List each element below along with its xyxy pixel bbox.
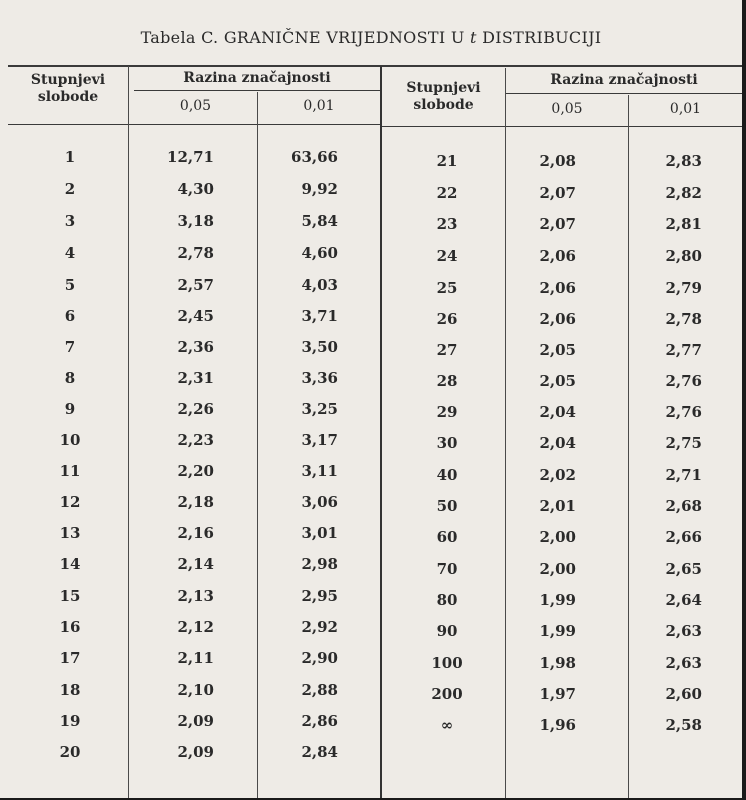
p01-cell: 2,81: [665, 215, 702, 233]
p01-cell: 3,36: [301, 369, 338, 387]
p01-cell: 2,86: [301, 712, 338, 730]
p01-cell: 2,79: [665, 279, 702, 297]
title-prefix: Tabela C. GRANIČNE VRIJEDNOSTI U: [140, 28, 465, 47]
p01-cell: 5,84: [301, 212, 338, 230]
df-cell: 3: [64, 212, 76, 230]
p05-cell: 2,09: [177, 743, 214, 761]
p01-cell: 2,71: [665, 466, 702, 484]
df-cell: 19: [59, 712, 81, 730]
df-cell: 30: [436, 434, 458, 452]
df-cell: 8: [64, 369, 76, 387]
p01-cell: 63,66: [291, 148, 338, 166]
p05-cell: 2,06: [539, 279, 576, 297]
col-divider-right-1: [505, 68, 506, 798]
p05-cell: 2,06: [539, 310, 576, 328]
p05-cell: 2,04: [539, 434, 576, 452]
df-cell: 6: [64, 307, 76, 325]
col-001-header-left: 0,01: [303, 98, 335, 114]
p01-cell: 3,01: [301, 524, 338, 542]
df-cell: 90: [436, 622, 458, 640]
df-cell: 60: [436, 528, 458, 546]
p05-cell: 1,96: [539, 716, 576, 734]
df-header-right-line2: slobode: [413, 97, 474, 113]
p01-cell: 2,77: [665, 341, 702, 359]
p05-cell: 2,20: [177, 462, 214, 480]
level-rule-left: [134, 90, 380, 91]
df-cell: 22: [436, 184, 458, 202]
df-cell: 20: [59, 743, 81, 761]
df-cell: 4: [64, 244, 76, 262]
p01-cell: 2,63: [665, 622, 702, 640]
header-rule-left: [8, 124, 380, 125]
df-header-left-line1: Stupnjevi: [30, 72, 106, 88]
p05-cell: 2,13: [177, 587, 214, 605]
p01-cell: 3,50: [301, 338, 338, 356]
p01-cell: 2,76: [665, 403, 702, 421]
p01-cell: 2,60: [665, 685, 702, 703]
p05-cell: 2,11: [177, 649, 214, 667]
df-header-left: [8, 72, 128, 106]
p01-cell: 2,88: [301, 681, 338, 699]
p01-cell: 4,60: [301, 244, 338, 262]
df-cell: 26: [436, 310, 458, 328]
p01-cell: 2,83: [665, 152, 702, 170]
p01-cell: 2,63: [665, 654, 702, 672]
df-cell: 12: [59, 493, 81, 511]
df-cell: 24: [436, 247, 458, 265]
title-italic-t: t: [470, 28, 477, 47]
p05-cell: 2,18: [177, 493, 214, 511]
p05-cell: 3,18: [177, 212, 214, 230]
p01-cell: 2,65: [665, 560, 702, 578]
p01-cell: 3,71: [301, 307, 338, 325]
p05-cell: 2,07: [539, 184, 576, 202]
col-divider-left-1: [128, 66, 129, 798]
p01-cell: 2,76: [665, 372, 702, 390]
col-divider-left-2: [257, 92, 258, 798]
p05-cell: 2,36: [177, 338, 214, 356]
p01-cell: 2,66: [665, 528, 702, 546]
p05-cell: 2,10: [177, 681, 214, 699]
p01-cell: 2,82: [665, 184, 702, 202]
p05-cell: 2,23: [177, 431, 214, 449]
col-001-header-right: 0,01: [669, 101, 702, 117]
p05-cell: 2,02: [539, 466, 576, 484]
df-cell: 9: [64, 400, 76, 418]
p01-cell: 2,75: [665, 434, 702, 452]
p05-cell: 2,14: [177, 555, 214, 573]
df-cell: 13: [59, 524, 81, 542]
p05-cell: 1,99: [539, 622, 576, 640]
p01-cell: 2,68: [665, 497, 702, 515]
p05-cell: 2,78: [177, 244, 214, 262]
p05-cell: 2,08: [539, 152, 576, 170]
p05-cell: 2,00: [539, 528, 576, 546]
df-cell: 200: [431, 685, 463, 703]
df-cell: 23: [436, 215, 458, 233]
p01-cell: 2,64: [665, 591, 702, 609]
p05-cell: 2,26: [177, 400, 214, 418]
df-cell: 70: [436, 560, 458, 578]
df-header-right-line1: Stupnjevi: [406, 80, 481, 96]
p05-cell: 2,09: [177, 712, 214, 730]
p05-cell: 2,57: [177, 276, 214, 294]
p05-cell: 2,05: [539, 372, 576, 390]
df-cell: 2: [64, 180, 76, 198]
p05-cell: 2,31: [177, 369, 214, 387]
p01-cell: 9,92: [301, 180, 338, 198]
col-005-header-left: 0,05: [179, 98, 212, 114]
df-header-right: [382, 80, 505, 114]
df-cell: 28: [436, 372, 458, 390]
df-cell: 21: [436, 152, 458, 170]
top-rule: [8, 65, 742, 67]
level-header-right: Razina značajnosti: [550, 72, 698, 88]
p01-cell: 2,80: [665, 247, 702, 265]
p05-cell: 1,97: [539, 685, 576, 703]
df-header-left-line2: slobode: [37, 89, 99, 105]
p01-cell: 2,95: [301, 587, 338, 605]
p05-cell: 2,07: [539, 215, 576, 233]
df-cell: 25: [436, 279, 458, 297]
p05-cell: 2,05: [539, 341, 576, 359]
p01-cell: 2,98: [301, 555, 338, 573]
df-cell: 50: [436, 497, 458, 515]
df-cell: 27: [436, 341, 458, 359]
level-rule-right: [506, 93, 742, 94]
p05-cell: 1,99: [539, 591, 576, 609]
p01-cell: 3,17: [301, 431, 338, 449]
df-cell: 29: [436, 403, 458, 421]
df-cell: 16: [59, 618, 81, 636]
df-cell: 17: [59, 649, 81, 667]
df-cell: 14: [59, 555, 81, 573]
p01-cell: 2,58: [665, 716, 702, 734]
p05-cell: 2,06: [539, 247, 576, 265]
p05-cell: 1,98: [539, 654, 576, 672]
table-title: [0, 28, 742, 47]
p01-cell: 2,84: [301, 743, 338, 761]
p05-cell: 2,12: [177, 618, 214, 636]
df-cell: 18: [59, 681, 81, 699]
p01-cell: 3,25: [301, 400, 338, 418]
p05-cell: 4,30: [177, 180, 214, 198]
p05-cell: 2,01: [539, 497, 576, 515]
df-cell: 5: [64, 276, 76, 294]
df-cell: 80: [436, 591, 458, 609]
df-cell: 100: [431, 654, 463, 672]
title-suffix: DISTRIBUCIJI: [482, 28, 602, 47]
df-cell: 7: [64, 338, 76, 356]
p05-cell: 2,16: [177, 524, 214, 542]
col-divider-right-2: [628, 95, 629, 798]
p05-cell: 2,45: [177, 307, 214, 325]
p01-cell: 2,92: [301, 618, 338, 636]
df-cell: 10: [59, 431, 81, 449]
p01-cell: 3,06: [301, 493, 338, 511]
df-cell: ∞: [440, 716, 454, 734]
df-cell: 1: [64, 148, 76, 166]
df-cell: 11: [59, 462, 81, 480]
p01-cell: 4,03: [301, 276, 338, 294]
center-divider: [380, 66, 382, 798]
df-cell: 15: [59, 587, 81, 605]
level-header-left: Razina značajnosti: [183, 70, 331, 86]
p05-cell: 2,04: [539, 403, 576, 421]
df-cell: 40: [436, 466, 458, 484]
p01-cell: 2,90: [301, 649, 338, 667]
p01-cell: 3,11: [301, 462, 338, 480]
p05-cell: 12,71: [167, 148, 214, 166]
p05-cell: 2,00: [539, 560, 576, 578]
p01-cell: 2,78: [665, 310, 702, 328]
header-rule-right: [382, 126, 742, 127]
col-005-header-right: 0,05: [551, 101, 583, 117]
